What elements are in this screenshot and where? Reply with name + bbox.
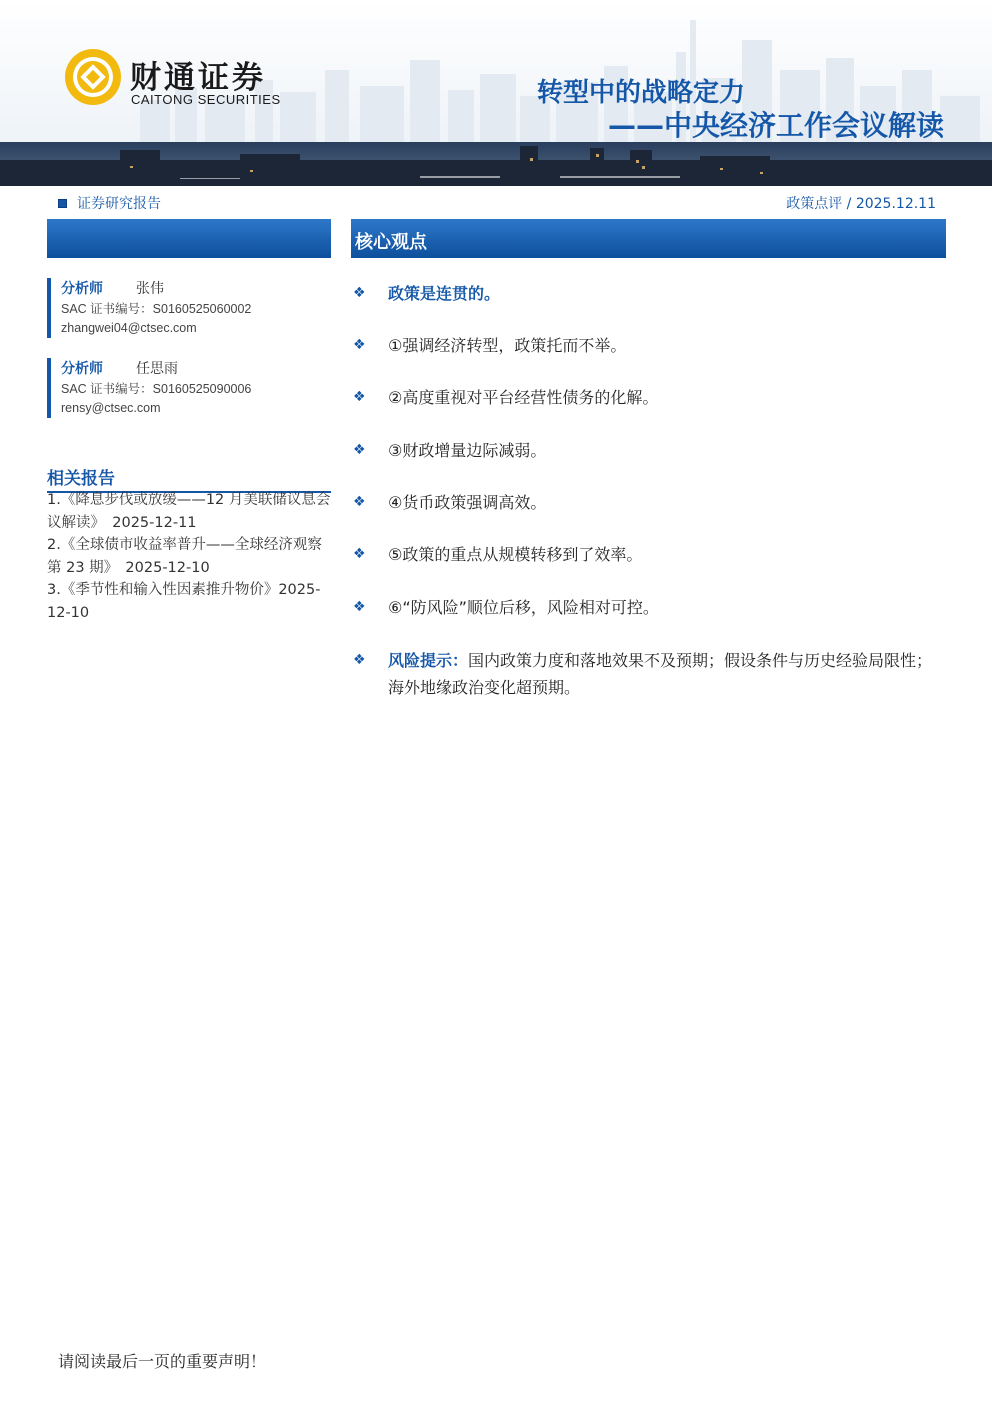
core-view-item [352, 594, 946, 621]
analyst-card [47, 278, 331, 338]
report-header [0, 0, 992, 186]
core-view-text: ⑤政策的重点从规模转移到了效率。 [388, 545, 643, 564]
analyst-cert: SAC 证书编号：S0160525090006 [61, 382, 252, 396]
square-bullet-icon [58, 199, 67, 208]
analyst-email[interactable]: rensy@ctsec.com [61, 401, 161, 415]
diamond-bullet-icon: ❖ [353, 389, 366, 405]
risk-warning-body: 国内政策力度和落地效果不及预期；假设条件与历史经验局限性；海外地缘政治变化超预期。 [388, 651, 933, 697]
risk-warning-text [388, 647, 946, 701]
core-view-text: ②高度重视对平台经营性债务的化解。 [388, 388, 659, 407]
core-view-item [352, 489, 946, 516]
risk-warning-label: 风险提示： [388, 651, 469, 670]
core-view-text: ⑥“防风险”顺位后移，风险相对可控。 [388, 598, 659, 617]
diamond-bullet-icon: ❖ [353, 494, 366, 510]
core-views-header [351, 219, 946, 258]
diamond-bullet-icon: ❖ [353, 599, 366, 615]
related-report-item[interactable]: 2.《全球债市收益率普升——全球经济观察第 23 期》 2025-12-10 [47, 537, 322, 576]
disclaimer-notice: 请阅读最后一页的重要声明！ [58, 1352, 267, 1371]
diamond-bullet-icon: ❖ [353, 337, 366, 353]
caitong-logo-icon [62, 46, 124, 108]
logo-text-cn: 财通证券 [130, 60, 266, 96]
core-view-text: ④货币政策强调高效。 [388, 493, 547, 512]
related-reports-title: 相关报告 [47, 464, 331, 493]
related-reports-list [47, 489, 331, 624]
core-view-text: ①强调经济转型，政策托而不举。 [388, 336, 627, 355]
doc-category-date: 政策点评 / 2025.12.11 [786, 196, 936, 212]
diamond-bullet-icon: ❖ [353, 285, 366, 301]
diamond-bullet-icon: ❖ [353, 546, 366, 562]
core-view-item [352, 541, 946, 568]
related-report-item[interactable]: 3.《季节性和输入性因素推升物价》2025-12-10 [47, 582, 321, 621]
analyst-name: 张伟 [136, 281, 164, 297]
core-view-text: ③财政增量边际减弱。 [388, 441, 547, 460]
core-view-text: 政策是连贯的。 [388, 284, 501, 303]
analyst-card [47, 358, 331, 418]
related-report-item[interactable]: 1.《降息步伐或放缓——12 月美联储议息会议解读》 2025-12-11 [47, 492, 331, 531]
doc-type-label: 证券研究报告 [77, 196, 161, 212]
core-view-item [352, 384, 946, 411]
analyst-role: 分析师 [61, 281, 103, 297]
doc-type [58, 193, 161, 213]
analyst-name: 任思雨 [136, 361, 178, 377]
report-title: 转型中的战略定力 [536, 78, 745, 108]
analyst-role: 分析师 [61, 361, 103, 377]
risk-warning-item [352, 647, 946, 701]
core-views-title: 核心观点 [355, 232, 427, 253]
analyst-cert: SAC 证书编号：S0160525060002 [61, 302, 252, 316]
diamond-bullet-icon: ❖ [353, 652, 366, 668]
report-subtitle: ——中央经济工作会议解读 [607, 109, 944, 142]
sidebar-header-bar [47, 219, 331, 258]
core-view-item [352, 280, 946, 307]
core-view-item [352, 437, 946, 464]
core-view-item [352, 332, 946, 359]
diamond-bullet-icon: ❖ [353, 442, 366, 458]
logo-text-en: CAITONG SECURITIES [131, 92, 281, 107]
report-meta-bar [0, 186, 992, 216]
analyst-email[interactable]: zhangwei04@ctsec.com [61, 321, 197, 335]
